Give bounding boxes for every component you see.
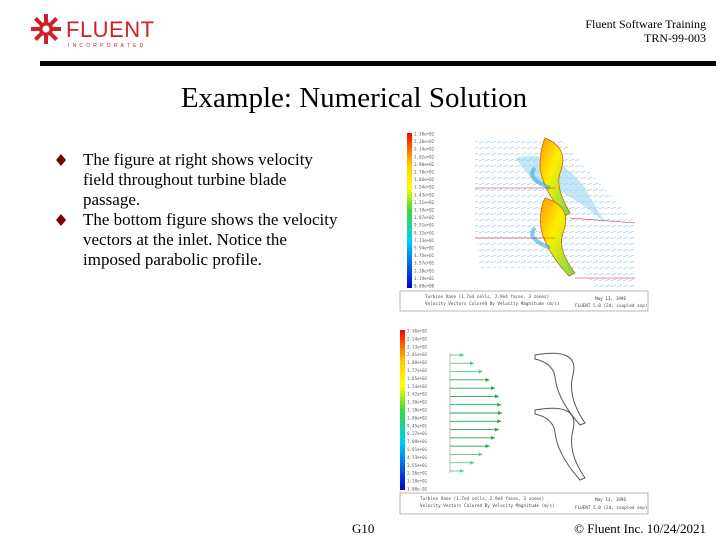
colorbar-label: 1.00e-02 bbox=[407, 486, 428, 492]
colorbar-labels bbox=[407, 329, 428, 492]
colorbar-label: 2.36e+02 bbox=[407, 328, 428, 334]
colorbar-label: 1.65e+02 bbox=[407, 375, 428, 381]
colorbar-label: 5.91e+01 bbox=[407, 447, 428, 452]
colorbar-label: 1.07e+02 bbox=[414, 215, 435, 221]
colorbar-label: 2.13e+02 bbox=[407, 344, 428, 350]
colorbar-label: 2.38e+02 bbox=[414, 131, 435, 137]
colorbar-label: 1.31e+02 bbox=[414, 199, 435, 205]
colorbar-label: 2.24e+02 bbox=[407, 336, 428, 342]
bullet-item bbox=[50, 210, 340, 270]
colorbar-label: 9.51e+01 bbox=[414, 222, 435, 228]
header-info bbox=[585, 17, 706, 45]
colorbar-label: 2.26e+02 bbox=[414, 139, 435, 145]
caption-date: May 13, 1996 bbox=[595, 297, 627, 302]
caption-subtitle: Velocity Vectors Colored By Velocity Magnitude (m/s) bbox=[420, 504, 555, 509]
colorbar-label: 2.36e+01 bbox=[407, 470, 428, 476]
colorbar-label: 3.55e+01 bbox=[407, 462, 428, 468]
colorbar-label: 2.38e+01 bbox=[414, 268, 435, 274]
caption-title: Turbine Vane (1.7e4 cells, 2.9e4 faces, 3 zones) bbox=[420, 497, 545, 502]
colorbar-label: 1.66e+02 bbox=[414, 177, 435, 183]
colorbar-label: 7.13e+01 bbox=[414, 237, 435, 243]
bullet-list bbox=[50, 150, 340, 270]
page-number: G10 bbox=[352, 521, 375, 536]
velocity-field-figure bbox=[395, 128, 653, 314]
diamond-bullet-icon bbox=[56, 214, 66, 226]
colorbar bbox=[407, 133, 412, 288]
colorbar-label: 8.27e+01 bbox=[407, 431, 428, 437]
colorbar-label: 1.43e+02 bbox=[414, 192, 435, 198]
colorbar bbox=[400, 330, 405, 490]
colorbar-label: 9.45e+01 bbox=[407, 423, 428, 429]
colorbar-label: 7.09e+01 bbox=[407, 439, 428, 445]
colorbar-label: 1.19e+01 bbox=[414, 275, 435, 281]
caption-title: Turbine Vane (1.7e4 cells, 2.9e4 faces, 3 zones) bbox=[425, 295, 550, 300]
caption-version: FLUENT 5.0 (2d, coupled exp) bbox=[575, 506, 648, 511]
colorbar-label: 3.57e+01 bbox=[414, 260, 435, 266]
colorbar-label: 1.06e+02 bbox=[407, 415, 428, 421]
caption-subtitle: Velocity Vectors Colored By Velocity Magnitude (m/s) bbox=[425, 302, 560, 307]
colorbar-label: 0.00e+00 bbox=[414, 283, 435, 289]
bullet-text: The bottom figure shows the velocity vectors at the inlet. Notice the imposed parabolic profile. bbox=[83, 210, 338, 269]
colorbar-label: 1.54e+02 bbox=[414, 184, 435, 190]
colorbar-label: 1.90e+02 bbox=[414, 161, 435, 167]
logo-subtext: INCORPORATED bbox=[68, 43, 147, 49]
inlet-vectors-figure bbox=[395, 325, 653, 517]
caption-date: May 13, 1996 bbox=[595, 498, 627, 503]
fluent-logo bbox=[30, 10, 160, 50]
copyright: © Fluent Inc. 10/24/2021 bbox=[574, 521, 706, 536]
colorbar-label: 4.73e+01 bbox=[407, 454, 428, 460]
colorbar-label: 2.02e+02 bbox=[414, 154, 435, 160]
colorbar-label: 1.19e+02 bbox=[414, 207, 435, 213]
fluent-star-icon bbox=[31, 14, 61, 44]
colorbar-label: 1.30e+02 bbox=[407, 399, 428, 405]
colorbar-label: 8.32e+01 bbox=[414, 230, 435, 236]
logo-wordmark: FLUENT bbox=[66, 17, 155, 42]
colorbar-label: 1.54e+02 bbox=[407, 383, 428, 389]
colorbar-label: 5.94e+01 bbox=[414, 245, 435, 251]
colorbar-label: 4.75e+01 bbox=[414, 253, 435, 259]
colorbar-labels bbox=[414, 132, 435, 289]
header-code: TRN-99-003 bbox=[644, 31, 706, 45]
bullet-item bbox=[50, 150, 340, 210]
bullet-text: The figure at right shows velocity field throughout turbine blade passage. bbox=[83, 150, 313, 209]
diamond-bullet-icon bbox=[56, 154, 66, 166]
colorbar-label: 2.14e+02 bbox=[414, 146, 435, 152]
colorbar-label: 1.18e+01 bbox=[407, 478, 428, 484]
colorbar-label: 1.42e+02 bbox=[407, 391, 428, 397]
slide-title: Example: Numerical Solution bbox=[180, 82, 528, 114]
header-course: Fluent Software Training bbox=[585, 17, 706, 31]
colorbar-label: 1.78e+02 bbox=[414, 169, 435, 175]
header-rule bbox=[40, 61, 716, 66]
caption-version: FLUENT 5.0 (2d, coupled exp) bbox=[575, 304, 648, 309]
colorbar-label: 1.89e+02 bbox=[407, 360, 428, 366]
colorbar-label: 1.77e+02 bbox=[407, 368, 428, 373]
colorbar-label: 1.18e+02 bbox=[407, 407, 428, 413]
colorbar-label: 2.01e+02 bbox=[407, 352, 428, 358]
